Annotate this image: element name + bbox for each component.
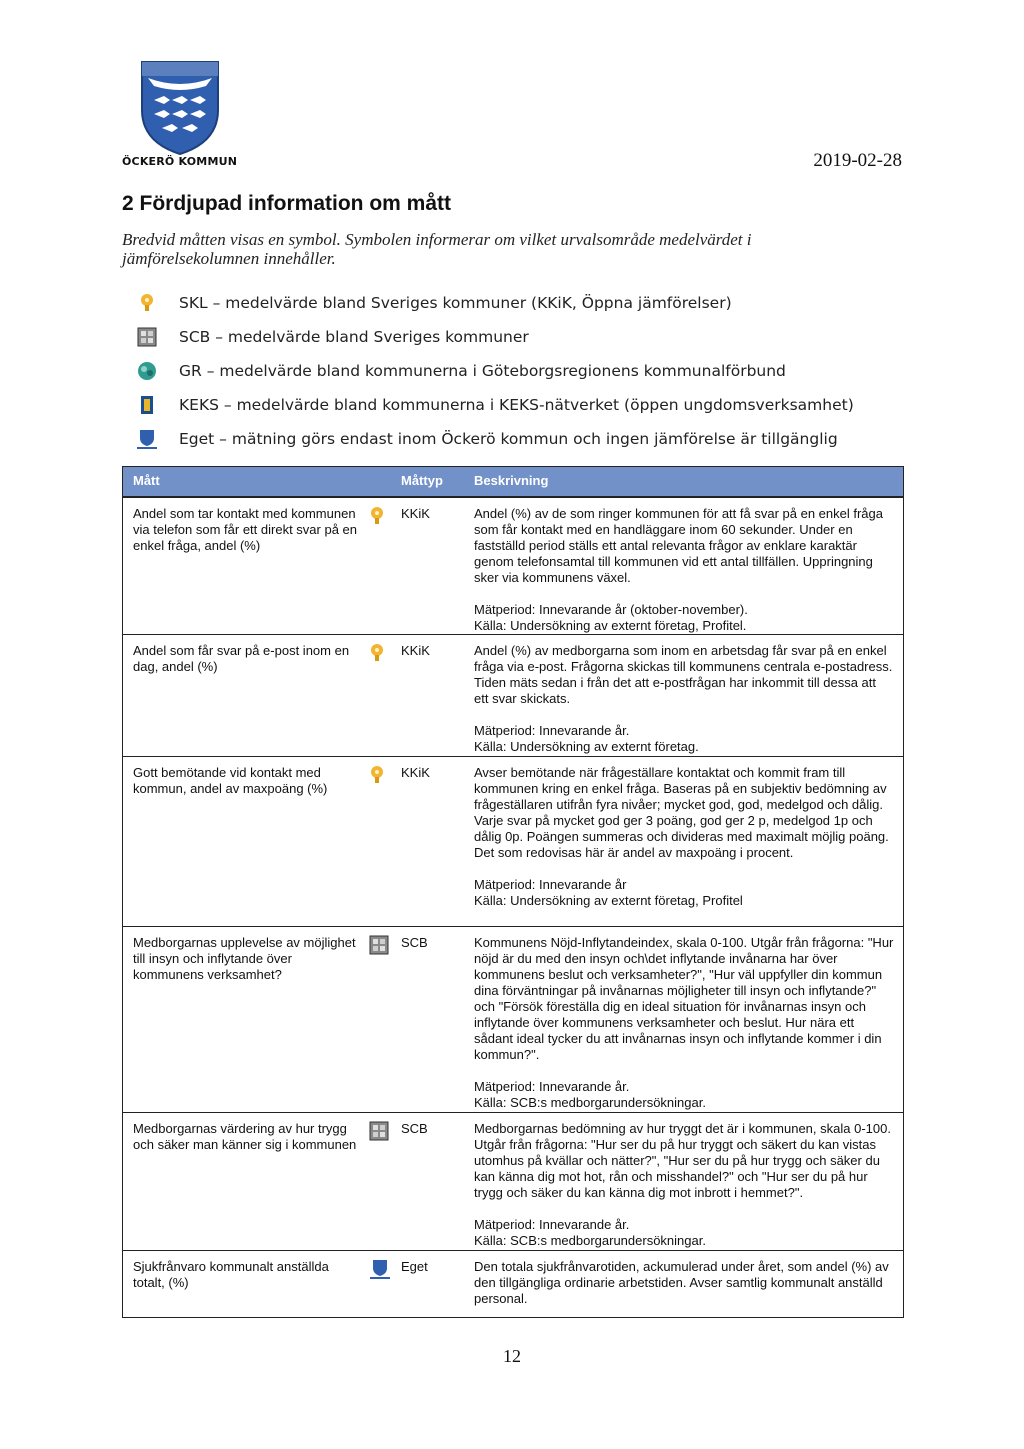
scb-icon xyxy=(369,1121,389,1141)
gr-icon xyxy=(136,360,158,382)
table-row xyxy=(123,757,903,927)
measure-type: KKiK xyxy=(401,506,430,521)
measure-period: Mätperiod: Innevarande år. xyxy=(474,1079,630,1094)
measure-source: Källa: SCB:s medborgarundersökningar. xyxy=(474,1233,706,1248)
table-row xyxy=(123,927,903,1113)
measure-description: Den totala sjukfrånvarotiden, ackumulerad under året, som andel (%) av den tillgängliga ordinarie arbetstiden. Avser samtlig kommunalt anställd personal. xyxy=(474,1259,889,1306)
municipality-name: ÖCKERÖ KOMMUN xyxy=(122,155,238,168)
page-number: 12 xyxy=(503,1346,521,1366)
skl-icon xyxy=(369,506,389,526)
measure-type: SCB xyxy=(401,1121,428,1136)
measure-name: Medborgarnas upplevelse av möjlighet till insyn och inflytande över kommunens verksamhet? xyxy=(133,935,356,982)
scb-icon xyxy=(136,326,158,348)
table-row xyxy=(123,1113,903,1251)
measure-name: Andel som tar kontakt med kommunen via telefon som får ett direkt svar på en enkel fråga, andel (%) xyxy=(133,506,357,553)
table-header-row xyxy=(123,467,903,498)
measure-description: Andel (%) av de som ringer kommunen för att få svar på en enkel fråga som får kontakt med en handläggare inom 60 sekunder. Under en fastställd period ställs ett antal relevanta frågor av enklare karaktär genom telefonsamtal till kommunen vid ett antal tillfällen. Uppringning sker via kommunens växel. Mätperiod: Innevarande år (oktober-november). Källa: Undersökning av externt företag, Profitel. xyxy=(474,506,894,634)
skl-icon xyxy=(369,643,389,663)
eget-icon xyxy=(369,1259,389,1279)
measure-type: Eget xyxy=(401,1259,428,1274)
header-description: Beskrivning xyxy=(474,473,549,488)
measure-period: Mätperiod: Innevarande år (oktober-november). xyxy=(474,602,748,617)
measure-name: Andel som får svar på e-post inom en dag, andel (%) xyxy=(133,643,350,674)
municipality-crest-logo xyxy=(140,60,220,156)
table-row xyxy=(123,498,903,635)
table-row xyxy=(123,1251,903,1317)
measure-period: Mätperiod: Innevarande år. xyxy=(474,1217,630,1232)
section-intro: Bredvid måtten visas en symbol. Symbolen informerar om vilket urvalsområde medelvärdet i jämförelsekolumnen innehåller. xyxy=(122,230,752,268)
measure-description: Kommunens Nöjd-Inflytandeindex, skala 0-100. Utgår från frågorna: "Hur nöjd är du med den insyn och\det inflytande invånarna har över kommunens beslut och verksamheter?", "Hur väl uppfyller din kommun dina förväntningar på invånarnas möjligheter till insyn och inflytande?" och "Försök föreställa dig en ideal situation för invånarnas insyn och inflytande över kommunens verksamheter och beslut. Hur nära ett sådant ideal tycker du att invånarnas insyn och inflytande kommer i din kommun?". Mätperiod: Innevarande år. Källa: SCB:s medborgarundersökningar. xyxy=(474,935,894,1110)
measure-source: Källa: SCB:s medborgarundersökningar. xyxy=(474,1095,706,1110)
measure-period: Mätperiod: Innevarande år xyxy=(474,877,627,892)
measure-source: Källa: Undersökning av externt företag. xyxy=(474,739,699,754)
symbol-legend xyxy=(136,286,896,456)
scb-icon xyxy=(369,935,389,955)
document-date: 2019-02-28 xyxy=(813,150,902,171)
measure-type: SCB xyxy=(401,935,428,950)
legend-item-keks: KEKS – medelvärde bland kommunerna i KEKS-nätverket (öppen ungdomsverksamhet) xyxy=(136,388,896,422)
measures-table xyxy=(122,466,904,1318)
keks-icon xyxy=(136,394,158,416)
measure-name: Gott bemötande vid kontakt med kommun, andel av maxpoäng (%) xyxy=(133,765,328,796)
measure-description: Andel (%) av medborgarna som inom en arbetsdag får svar på en enkel fråga via e-post. Frågorna skickas till kommunens centrala e-postadress. Tiden mäts sedan i från det att e-postfrågan har inkommit till dessa att ett svar skickats. Mätperiod: Innevarande år. Källa: Undersökning av externt företag. xyxy=(474,643,893,754)
legend-item-eget: Eget – mätning görs endast inom Öckerö kommun och ingen jämförelse är tillgänglig xyxy=(136,422,896,456)
measure-period: Mätperiod: Innevarande år. xyxy=(474,723,630,738)
legend-item-skl: SKL – medelvärde bland Sveriges kommuner (KKiK, Öppna jämförelser) xyxy=(136,286,896,320)
legend-item-scb: SCB – medelvärde bland Sveriges kommuner xyxy=(136,320,896,354)
table-row xyxy=(123,635,903,757)
measure-description: Avser bemötande när frågeställare kontaktat och kommit fram till kommunen kring en enkel fråga. Baseras på en subjektiv bedömning av frågeställaren utifrån fyra nivåer; mycket god, god, medelgod och dålig. Varje svar på mycket god ger 3 poäng, god ger 2 p, medelgod 1p och dålig 0p. Poängen summeras och divideras med maximalt möjlig poäng. Det som redovisas här är andel av maxpoäng i procent. Mätperiod: Innevarande år Källa: Undersökning av externt företag, Profitel xyxy=(474,765,894,909)
measure-type: KKiK xyxy=(401,765,430,780)
header-measure: Mått xyxy=(133,473,160,488)
measure-name: Sjukfrånvaro kommunalt anställda totalt, (%) xyxy=(133,1259,329,1290)
eget-icon xyxy=(136,428,158,450)
measure-source: Källa: Undersökning av externt företag, Profitel. xyxy=(474,618,747,633)
legend-item-gr: GR – medelvärde bland kommunerna i Göteborgsregionens kommunalförbund xyxy=(136,354,896,388)
skl-icon xyxy=(136,292,158,314)
measure-type: KKiK xyxy=(401,643,430,658)
header-measure-type: Måttyp xyxy=(401,473,443,488)
measure-description: Medborgarnas bedömning av hur tryggt det är i kommunen, skala 0-100. Utgår från frågorna: "Hur ser du på hur tryggt och säkert du kan vistas utomhus på kvällar och nätter?", "Hur ser du på hur trygg och säker du kan känna dig mot hot, rån och misshandel?" och "Hur ser du på hur trygg och säker du kan känna dig mot inbrott i hemmet?". Mätperiod: Innevarande år. Källa: SCB:s medborgarundersökningar. xyxy=(474,1121,894,1249)
measure-name: Medborgarnas värdering av hur trygg och säker man känner sig i kommunen xyxy=(133,1121,357,1152)
skl-icon xyxy=(369,765,389,785)
section-title: 2 Fördjupad information om mått xyxy=(122,192,451,215)
measure-source: Källa: Undersökning av externt företag, Profitel xyxy=(474,893,743,908)
